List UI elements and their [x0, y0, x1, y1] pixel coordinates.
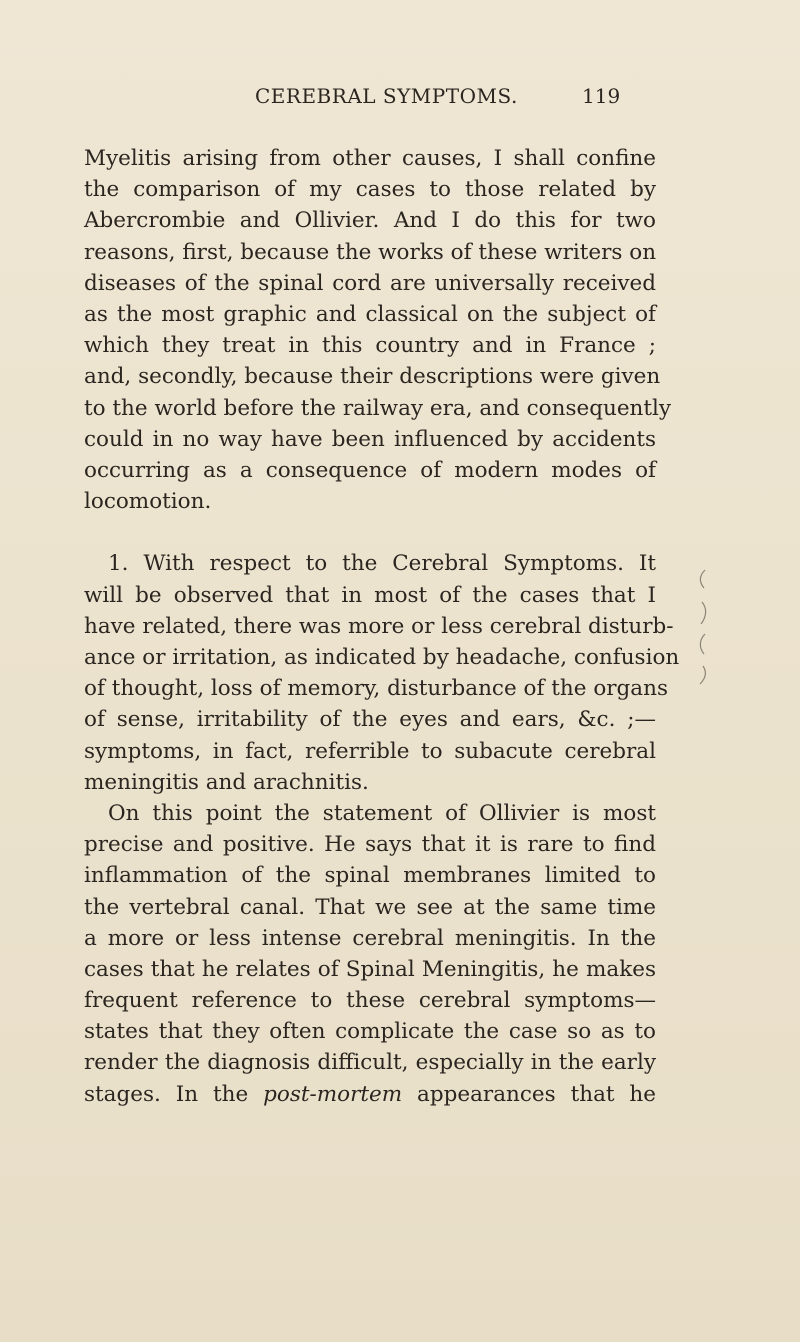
- running-head: [255, 84, 655, 112]
- text-line: On this point the statement of Ollivier is most: [108, 800, 656, 826]
- text-line: cases that he relates of Spinal Meningitis, he makes: [84, 956, 656, 982]
- text-line: inflammation of the spinal membranes limited to: [84, 863, 656, 889]
- text-line: of thought, loss of memory, disturbance of the organs: [84, 676, 668, 702]
- paragraph-3: [84, 798, 656, 1110]
- text-line: locomotion.: [84, 489, 212, 515]
- text-line: Abercrombie and Ollivier. And I do this for two: [84, 208, 656, 234]
- text-line: have related, there was more or less cerebral disturb-: [84, 613, 674, 639]
- paragraph-1: [84, 143, 672, 517]
- text-line: 1. With respect to the Cerebral Symptoms. It: [108, 551, 656, 577]
- text-line: render the diagnosis difficult, especially in the early: [84, 1050, 656, 1076]
- paragraph-2: [84, 548, 680, 798]
- text-line: could in no way have been influenced by accidents: [84, 426, 656, 452]
- text-line: to the world before the railway era, and consequently: [84, 395, 672, 421]
- body-text: [84, 143, 680, 1110]
- paragraph-gap: [84, 517, 656, 548]
- text-line-final: [84, 1079, 656, 1110]
- text-line: the vertebral canal. That we see at the same time: [84, 894, 656, 920]
- page-number: 119: [582, 84, 621, 108]
- text-fragment: stages. In the: [84, 1081, 264, 1107]
- italic-term: post-mortem: [263, 1081, 403, 1107]
- text-line: symptoms, in fact, referrible to subacute cerebral: [84, 738, 656, 764]
- text-line: diseases of the spinal cord are universally received: [84, 270, 656, 296]
- text-line: states that they often complicate the case so as to: [84, 1019, 656, 1045]
- text-line: which they treat in this country and in France ;: [84, 333, 656, 359]
- text-fragment: appearances that he: [402, 1081, 656, 1107]
- text-line: frequent reference to these cerebral symptoms—: [84, 988, 656, 1014]
- text-line: meningitis and arachnitis.: [84, 769, 369, 795]
- text-line: as the most graphic and classical on the subject of: [84, 301, 656, 327]
- running-title: CEREBRAL SYMPTOMS.: [255, 84, 518, 108]
- text-line: precise and positive. He says that it is rare to find: [84, 832, 656, 858]
- text-line: and, secondly, because their descriptions were given: [84, 364, 661, 390]
- text-line: the comparison of my cases to those related by: [84, 177, 656, 203]
- text-line: occurring as a consequence of modern modes of: [84, 457, 656, 483]
- text-line: will be observed that in most of the cases that I: [84, 582, 656, 608]
- margin-pencil-mark: [693, 568, 713, 688]
- text-line: reasons, first, because the works of these writers on: [84, 239, 657, 265]
- text-line: Myelitis arising from other causes, I shall confine: [84, 146, 656, 171]
- text-line: a more or less intense cerebral meningitis. In the: [84, 925, 656, 951]
- text-line: ance or irritation, as indicated by headache, confusion: [84, 645, 680, 670]
- text-line: of sense, irritability of the eyes and ears, &c. ;—: [84, 707, 656, 733]
